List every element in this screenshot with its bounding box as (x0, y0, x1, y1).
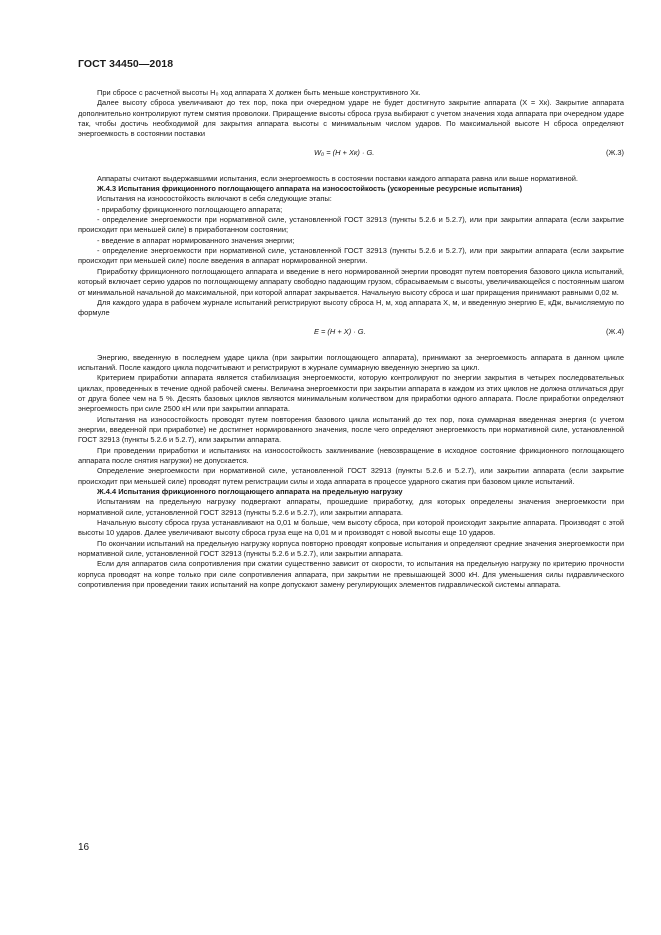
list-item: - введение в аппарат нормированного значения энергии; (97, 235, 295, 245)
section-heading-j43: Ж.4.3 Испытания фрикционного поглощающего аппарата на износостойкость (ускоренные ресурсные испытания) (97, 184, 523, 194)
paragraph: Испытаниям на предельную нагрузку подвергают аппараты, прошедшие приработку, для которых определены значения энергоемкости при нормативной силе, установленной ГОСТ 32913 (пункты 5.2.6 и 5.2.7), или закрытии аппарата. (78, 497, 624, 517)
paragraph: Если для аппаратов сила сопротивления при сжатии существенно зависит от скорости, то испытания на предельную нагрузку по критерию прочности корпуса проводят на копре только при силе сопротивления аппарата, при закрытии не превышающей 3000 кН. Для уменьшения силы гидравлического сопротивления при проведении таких испытаний на копре допускают замену регулирующих элементов гидравлической системы аппарата. (78, 559, 624, 590)
list-item: - приработку фрикционного поглощающего аппарата; (97, 204, 283, 214)
paragraph: Аппараты считают выдержавшими испытания, если энергоемкость в состоянии поставки каждого аппарата равна или выше нормативной. (97, 173, 579, 183)
formula-expression: W₀ = (H + Xк) · G. (314, 147, 375, 157)
paragraph: Начальную высоту сброса груза устанавливают на 0,01 м больше, чем высоту сброса, при которой происходит закрытие аппарата. Производят с этой высоты 10 ударов. Далее увеличивают высоту сброса груза еще на 0,01 м и производят с новой высоты еще 10 ударов. (78, 518, 624, 538)
paragraph: Определение энергоемкости при нормативной силе, установленной ГОСТ 32913 (пункты 5.2.6 и 5.2.7), или закрытии аппарата (если закрытие происходит при меньшей силе) проводят путем регистрации силы и хода аппарата в процессе ударного сжатия при базовом цикле испытаний. (78, 466, 624, 486)
paragraph: По окончании испытаний на предельную нагрузку корпуса повторно проводят копровые испытания и определяют средние значения энергоемкости при нормативной силе, установленной ГОСТ 32913 (пункты 5.2.6 и 5.2.7), или закрытии аппарата. (78, 538, 624, 559)
formula-number: (Ж.4) (605, 326, 624, 336)
formula-number: (Ж.3) (605, 147, 624, 157)
paragraph: При проведении приработки и испытаниях на износостойкость заклинивание (невозвращение в исходное состояние фрикционного поглощающего аппарата после снятия нагрузки) не допускается. (78, 445, 624, 465)
paragraph: Испытания на износостойкость проводят путем повторения базового цикла испытаний до тех пор, пока суммарная введенная энергия (с учетом энергии, введенной при приработке) не достигнет нормированного значения, после чего определяют энергоемкость при нормативной силе, установленной ГОСТ 32913 (пункты 5.2.6 и 5.2.7), или закрытии аппарата. (78, 414, 624, 445)
formula-j3 (78, 148, 624, 162)
page-header: ГОСТ 34450—2018 (78, 58, 174, 70)
formula-j4 (78, 327, 624, 341)
section-heading-j44: Ж.4.4 Испытания фрикционного поглощающего аппарата на предельную нагрузку (97, 487, 403, 496)
paragraph: Энергию, введенную в последнем ударе цикла (при закрытии поглощающего аппарата), принимают за энергоемкость аппарата в данном цикле испытаний. После каждого цикла подсчитывают и регистрируют в журнале суммарную введенную энергию за цикл. (78, 352, 624, 372)
list-item: - определение энергоемкости при нормативной силе, установленной ГОСТ 32913 (пункты 5.2.6 и 5.2.7), или при закрытии аппарата (если закрытие происходит при меньшей силе) после введения в аппарат нормированной энергии. (78, 246, 624, 266)
paragraph: Для каждого удара в рабочем журнале испытаний регистрируют высоту сброса H, м, ход аппарата X, м, и введенную энергию E, кДж, вычисляемую по формуле (78, 297, 624, 318)
paragraph: Испытания на износостойкость включают в себя следующие этапы: (97, 194, 332, 204)
paragraph: Далее высоту сброса увеличивают до тех пор, пока при очередном ударе не будет достигнуто закрытие аппарата (X = Xк). Закрытие аппарата дополнительно контролируют путем смятия проволоки. Приращение высоты сброса груза выбирают с учетом значения хода аппарата при очередном ударе так, чтобы достичь необходимой для закрытия аппарата высоты с минимальным числом ударов. По максимальной высоте H сброса определяют энергоемкость в состоянии поставки (78, 98, 624, 139)
paragraph: Приработку фрикционного поглощающего аппарата и введение в него нормированной энергии проводят путем повторения базового цикла испытаний, который включает серию ударов по поглощающему аппарату свободно падающим грузом, сбрасываемым с высоты, увеличивающейся с постоянным шагом от минимальной начальной до максимальной, при которой аппарат закрывается. Начальную высоту сброса и шаг приращения принимают равными 0,02 м. (78, 266, 624, 297)
page-number: 16 (78, 842, 90, 853)
paragraph: При сбросе с расчетной высоты H₀ ход аппарата X должен быть меньше конструктивного Xк. (97, 88, 421, 97)
list-item: - определение энергоемкости при нормативной силе, установленной ГОСТ 32913 (пункты 5.2.6 и 5.2.7), или при закрытии аппарата (если закрытие происходит при меньшей силе) в приработанном состоянии; (78, 215, 624, 235)
formula-expression: E = (H + X) · G. (314, 326, 366, 336)
document-body (78, 88, 624, 590)
paragraph: Критерием приработки аппарата является стабилизация энергоемкости, которую контролируют по энергии закрытия в четырех последовательных циклах, проведенных в течение одной рабочей смены. Величина энергоемкости при закрытии аппарата в каждом из этих циклов не должна отличаться друг от друга более чем на 5 %. Десять базовых циклов являются минимальным количеством для приработки одного аппарата. После приработки определяют энергоемкость при силе 2500 кН или при закрытии аппарата. (78, 373, 624, 414)
